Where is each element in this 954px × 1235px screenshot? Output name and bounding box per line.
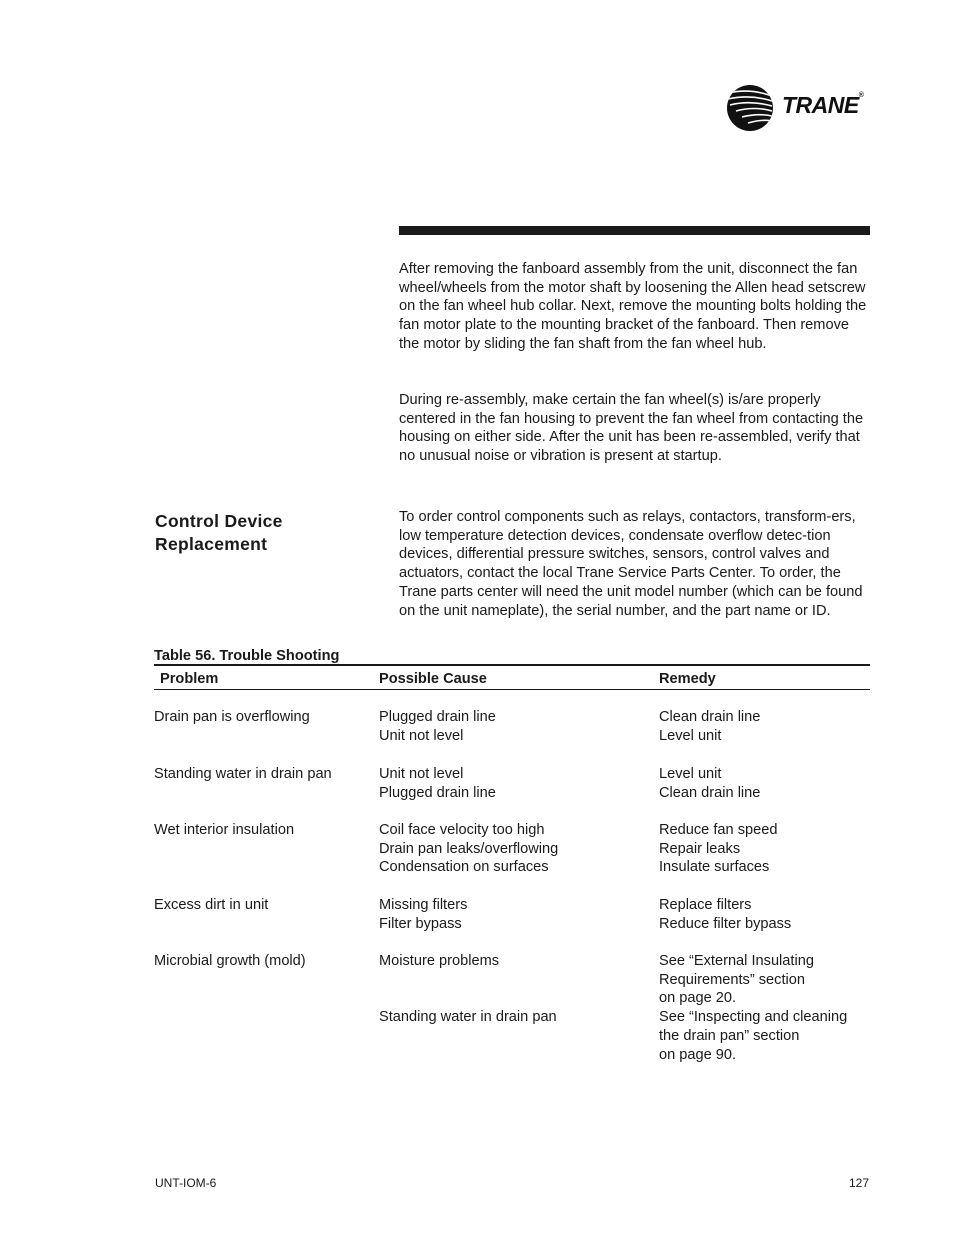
table-row-causes: Unit not level Plugged drain line (379, 766, 496, 801)
table-row-remedies: Clean drain line Level unit (659, 709, 761, 744)
brand-name: TRANE® (782, 92, 864, 118)
footer-doc-id: UNT-IOM-6 (155, 1176, 217, 1190)
column-header-problem: Problem (160, 671, 219, 687)
section-heading-control-device: Control Device Replacement (155, 511, 283, 554)
paragraph-control-parts: To order control components such as relays, contactors, transform-ers, low temperature detection devices, condensate overflow detec-tion devices, differential pressure switches, sensors, control valves and actuators, contact the local Trane Service Parts Center. To order, the Trane parts center will need the unit model number (which can be found on the unit nameplate), the serial number, and the part name or ID. (399, 509, 863, 619)
table-row-remedies: See “External Insulating Requirements” section on page 20. See “Inspecting and cleaning the drain pan” section on page 90. (659, 953, 848, 1063)
table-row-problem: Standing water in drain pan (154, 766, 332, 782)
table-row-remedies: Level unit Clean drain line (659, 766, 761, 801)
table-row-cause-standing-water: Standing water in drain pan (379, 1009, 557, 1025)
table-row-causes: Plugged drain line Unit not level (379, 709, 496, 744)
paragraph-fan-removal: After removing the fanboard assembly from the unit, disconnect the fan wheel/wheels from the motor shaft by loosening the Allen head setscrew on the fan wheel hub collar. Next, remove the mounting bolts holding the fan motor plate to the mounting bracket of the fanboard. Then remove the motor by sliding the fan shaft from the fan wheel hub. (399, 261, 867, 352)
column-header-remedy: Remedy (659, 671, 716, 687)
section-rule (399, 226, 870, 235)
trane-globe-icon (726, 84, 776, 134)
table-row-remedies: Reduce fan speed Repair leaks Insulate surfaces (659, 822, 778, 876)
table-caption: Table 56. Trouble Shooting (154, 648, 340, 664)
trane-logo (726, 84, 876, 134)
table-row-remedies: Replace filters Reduce filter bypass (659, 897, 792, 932)
table-row-problem: Microbial growth (mold) (154, 953, 306, 969)
table-row-problem: Drain pan is overflowing (154, 709, 310, 725)
table-row-causes: Missing filters Filter bypass (379, 897, 468, 932)
column-header-cause: Possible Cause (379, 671, 487, 687)
table-row-problem: Excess dirt in unit (154, 897, 269, 913)
footer-page-number: 127 (849, 1176, 870, 1190)
table-row-cause-moisture: Moisture problems (379, 953, 500, 969)
paragraph-reassembly: During re-assembly, make certain the fan wheel(s) is/are properly centered in the fan housing to prevent the fan wheel from contacting the housing on either side. After the unit has been re-assembled, verify that no unusual noise or vibration is present at startup. (399, 392, 864, 465)
registered-mark: ® (858, 92, 864, 99)
table-row-problem: Wet interior insulation (154, 822, 295, 838)
table-header-rule (154, 689, 870, 690)
table-row-causes: Coil face velocity too high Drain pan leaks/overflowing Condensation on surfaces (379, 822, 559, 876)
table-top-rule (154, 664, 870, 666)
